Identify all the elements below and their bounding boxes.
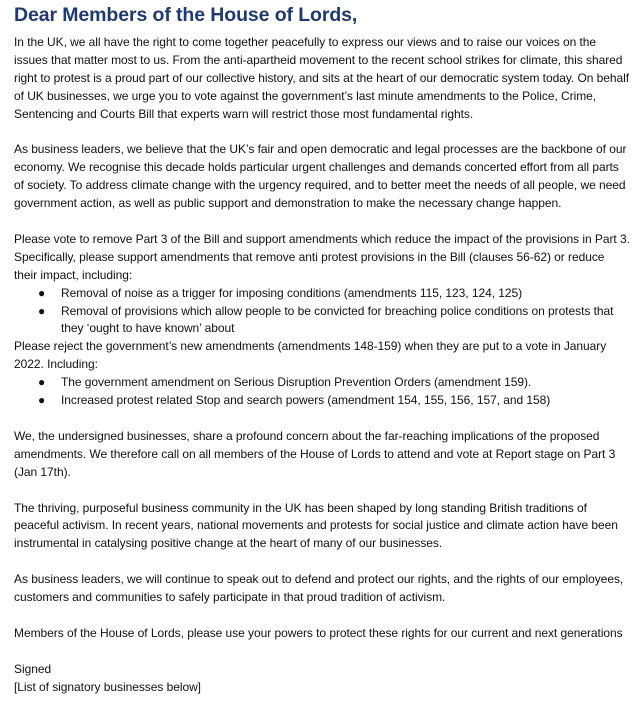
list-item <box>14 303 630 339</box>
bullet-icon: ● <box>38 285 46 300</box>
paragraph-speak-out: As business leaders, we will continue to speak out to defend and protect our rights, and the rights of our employees, customers and communities to safely participate in that proud tradition of activism. <box>14 572 624 605</box>
list-item <box>14 374 630 392</box>
bullet-icon: ● <box>38 375 46 390</box>
bullet-icon: ● <box>38 393 46 408</box>
signed-label: Signed <box>14 661 52 676</box>
list-item-text: Removal of noise as a trigger for imposing conditions (amendments 115, 123, 124, 125) <box>61 285 523 300</box>
paragraph-business-leaders: As business leaders, we believe that the UK’s fair and open democratic and legal processes are the backbone of our economy. We recognise this decade holds particular urgent challenges and demands concerted effort from all parts of society. To address climate change with the urgency required, and to better meet the needs of all people, we need government action, as well as public support and demonstration to make the necessary change happen. <box>14 142 627 211</box>
list-item-text: Removal of provisions which allow people to be convicted for breaching police conditions on protests that they ‘ought to have known’ about <box>61 303 614 336</box>
list-item-text: Increased protest related Stop and search powers (amendment 154, 155, 156, 157, and 158) <box>61 393 551 408</box>
bullet-icon: ● <box>38 303 46 318</box>
paragraph-protect-rights: Members of the House of Lords, please use your powers to protect these rights for our current and next generations <box>14 625 623 640</box>
list-item-text: The government amendment on Serious Disruption Prevention Orders (amendment 159). <box>61 375 532 390</box>
letter-title: Dear Members of the House of Lords, <box>14 4 358 26</box>
list-item <box>14 285 630 303</box>
paragraph-right-to-protest: In the UK, we all have the right to come together peacefully to express our views and to raise our voices on the issues that matter most to us. From the anti-apartheid movement to the recent school strikes for climate, this shared right to protest is a proud part of our collective history, and sits at the heart of our democratic system today. On behalf of UK businesses, we urge you to vote against the government’s last minute amendments to the Police, Crime, Sentencing and Courts Bill that experts warn will restrict those most fundamental rights. <box>14 35 630 121</box>
paragraph-remove-part-3: Please vote to remove Part 3 of the Bill and support amendments which reduce the impact of the provisions in Part 3. Specifically, please support amendments that remove anti protest provisions in the Bill (clauses 56-62) or reduce their impact, including: <box>14 231 630 282</box>
paragraph-reject-amendments: Please reject the government’s new amendments (amendments 148-159) when they are put to a vote in January 2022. Including: <box>14 339 607 372</box>
amendments-reject-list <box>14 374 630 410</box>
amendments-support-list <box>14 285 630 339</box>
letter-page <box>14 0 630 696</box>
list-item <box>14 392 630 410</box>
paragraph-business-community: The thriving, purposeful business community in the UK has been shaped by long standing British traditions of peaceful activism. In recent years, national movements and protests for social justice and climate action have been instrumental in catalysing positive change at the heart of many of our businesses. <box>14 500 618 551</box>
paragraph-undersigned-concern: We, the undersigned businesses, share a profound concern about the far-reaching implications of the proposed amendments. We therefore call on all members of the House of Lords to attend and vote at Report stage on Part 3 (Jan 17th). <box>14 428 616 479</box>
signatories-note: [List of signatory businesses below] <box>14 679 201 694</box>
